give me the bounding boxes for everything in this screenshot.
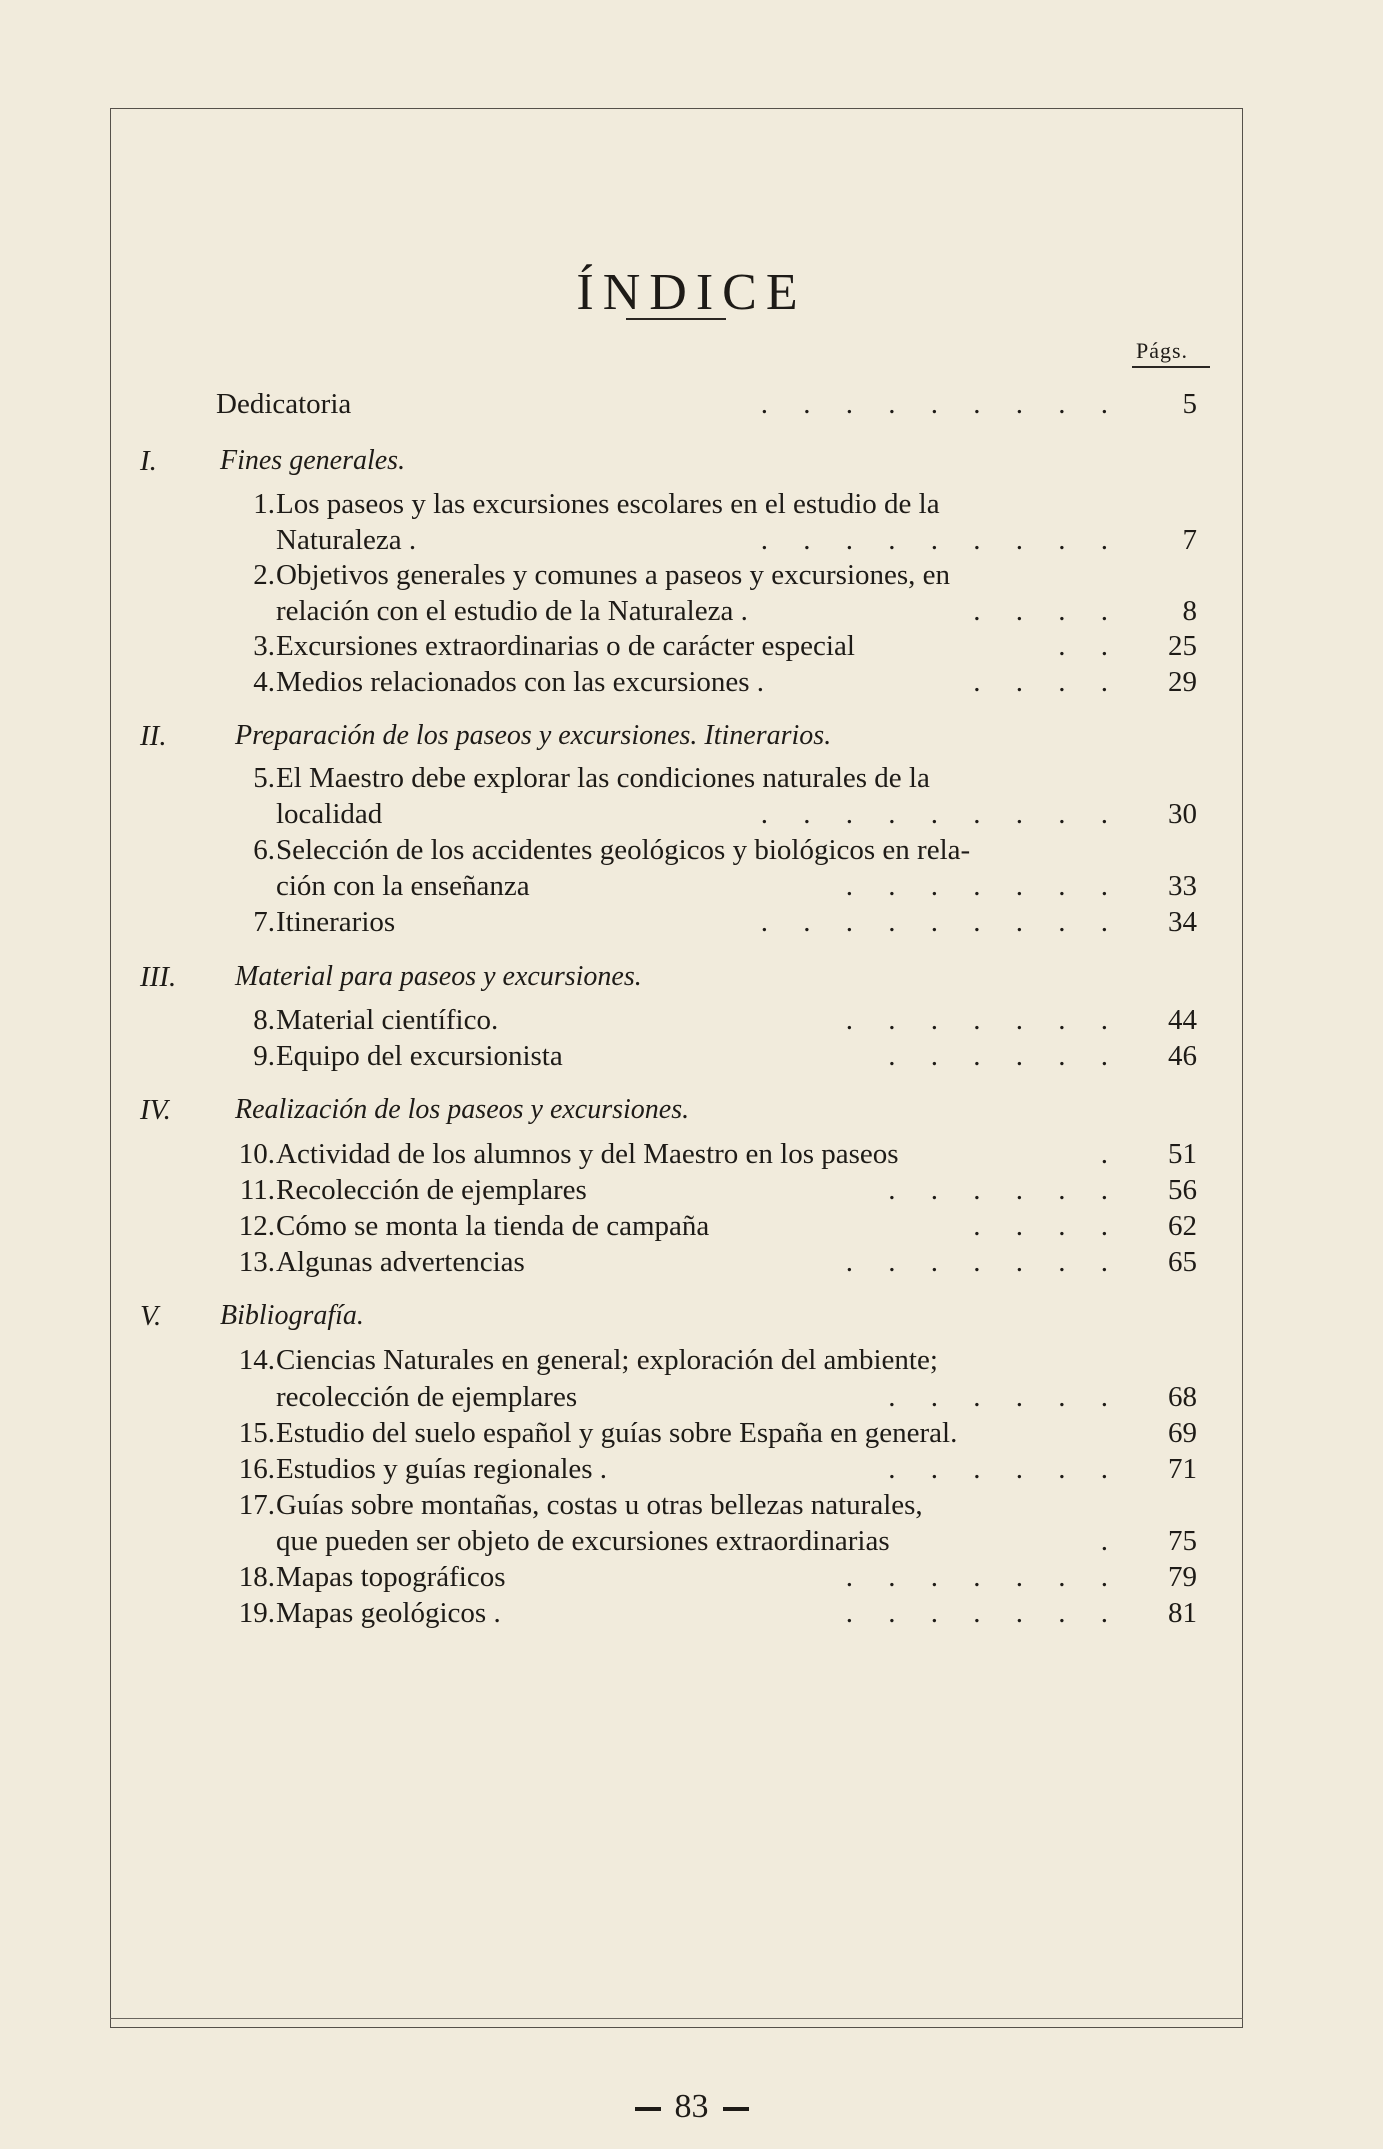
dot-leader: . bbox=[1100, 1138, 1108, 1170]
entry-number: 16. bbox=[238, 1453, 275, 1485]
section-title: Preparación de los paseos y excursiones. Itinerarios. bbox=[235, 720, 832, 751]
entry-number: 15. bbox=[238, 1417, 275, 1449]
entry-title: Naturaleza . bbox=[276, 524, 417, 556]
entry-number: 2. bbox=[253, 559, 275, 591]
dot-leader: . . . . bbox=[973, 1210, 1108, 1242]
dot-leader: . . . . . . . . . bbox=[760, 388, 1108, 420]
entry-number: 3. bbox=[253, 630, 275, 662]
toc-entry bbox=[0, 1342, 1383, 1378]
entry-number: 12. bbox=[238, 1210, 275, 1242]
entry-title: relación con el estudio de la Naturaleza . bbox=[276, 595, 748, 627]
toc-entry-continuation bbox=[0, 522, 1383, 558]
dot-leader: . . . . bbox=[973, 666, 1108, 698]
entry-title: Itinerarios bbox=[276, 906, 396, 938]
dot-leader: . . . . . . . bbox=[845, 1246, 1108, 1278]
toc-entry bbox=[0, 760, 1383, 796]
dot-leader: . . bbox=[1058, 630, 1108, 662]
entry-title: Excursiones extraordinarias o de carácter especial bbox=[276, 630, 855, 662]
entry-title: Mapas topográficos bbox=[276, 1561, 506, 1593]
page-ref: 7 bbox=[1182, 524, 1197, 556]
dot-leader: . . . . . . . bbox=[845, 1597, 1108, 1629]
page-ref: 33 bbox=[1168, 870, 1197, 902]
section-heading bbox=[0, 443, 1383, 479]
entry-title: Estudios y guías regionales . bbox=[276, 1453, 608, 1485]
entry-number: 14. bbox=[238, 1344, 275, 1376]
entry-title: Algunas advertencias bbox=[276, 1246, 525, 1278]
toc-entry bbox=[0, 832, 1383, 868]
toc-entry bbox=[0, 1244, 1383, 1280]
section-numeral: V. bbox=[140, 1300, 162, 1332]
entry-number: 4. bbox=[253, 666, 275, 698]
toc-entry bbox=[0, 1595, 1383, 1631]
toc-entry bbox=[0, 1451, 1383, 1487]
page-title: ÍNDICE bbox=[576, 263, 807, 321]
entry-number: 6. bbox=[253, 834, 275, 866]
entry-title: Selección de los accidentes geológicos y biológicos en rela- bbox=[276, 834, 971, 866]
toc-entry bbox=[0, 664, 1383, 700]
entry-title: ción con la enseñanza bbox=[276, 870, 530, 902]
entry-title: Material científico. bbox=[276, 1004, 499, 1036]
entry-title: Los paseos y las excursiones escolares en el estudio de la bbox=[276, 488, 940, 520]
title-rule bbox=[626, 318, 726, 320]
entry-title: Guías sobre montañas, costas u otras bellezas naturales, bbox=[276, 1489, 923, 1521]
page-ref: 44 bbox=[1168, 1004, 1197, 1036]
page-ref: 8 bbox=[1182, 595, 1197, 627]
entry-number: 19. bbox=[238, 1597, 275, 1629]
entry-title: localidad bbox=[276, 798, 383, 830]
toc-entry bbox=[0, 486, 1383, 522]
section-numeral: IV. bbox=[140, 1094, 171, 1126]
entry-number: 13. bbox=[238, 1246, 275, 1278]
dot-leader: . bbox=[1100, 1525, 1108, 1557]
section-title: Fines generales. bbox=[220, 445, 406, 476]
page-ref: 25 bbox=[1168, 630, 1197, 662]
entry-number: 10. bbox=[238, 1138, 275, 1170]
entry-title: Medios relacionados con las excursiones . bbox=[276, 666, 765, 698]
section-numeral: I. bbox=[140, 445, 157, 477]
page-ref: 69 bbox=[1168, 1417, 1197, 1449]
entry-title: Ciencias Naturales en general; exploración del ambiente; bbox=[276, 1344, 938, 1376]
folio-dash-right bbox=[723, 2107, 749, 2111]
toc-entry-continuation bbox=[0, 1379, 1383, 1415]
entry-title: Equipo del excursionista bbox=[276, 1040, 563, 1072]
entry-title: Dedicatoria bbox=[216, 388, 352, 420]
page-ref: 46 bbox=[1168, 1040, 1197, 1072]
entry-title: que pueden ser objeto de excursiones extraordinarias bbox=[276, 1525, 890, 1557]
section-title: Realización de los paseos y excursiones. bbox=[235, 1094, 690, 1125]
section-heading bbox=[0, 718, 1383, 754]
entry-number: 18. bbox=[238, 1561, 275, 1593]
page-number bbox=[0, 2088, 1383, 2126]
entry-title: Cómo se monta la tienda de campaña bbox=[276, 1210, 710, 1242]
page-ref: 65 bbox=[1168, 1246, 1197, 1278]
section-numeral: III. bbox=[140, 961, 177, 993]
toc-entry bbox=[0, 1172, 1383, 1208]
section-title: Bibliografía. bbox=[220, 1300, 364, 1331]
pages-column-label: Págs. bbox=[1136, 338, 1189, 363]
dot-leader: . . . . . . bbox=[888, 1174, 1108, 1206]
section-numeral: II. bbox=[140, 720, 167, 752]
folio-number: 83 bbox=[674, 2088, 709, 2125]
page-ref: 51 bbox=[1168, 1138, 1197, 1170]
entry-number: 5. bbox=[253, 762, 275, 794]
dot-leader: . . . . . . bbox=[888, 1381, 1108, 1413]
page-ref: 81 bbox=[1168, 1597, 1197, 1629]
dot-leader: . . . . bbox=[973, 595, 1108, 627]
toc-entry bbox=[0, 628, 1383, 664]
entry-number: 1. bbox=[253, 488, 275, 520]
toc-entry-continuation bbox=[0, 868, 1383, 904]
toc-entry bbox=[0, 1002, 1383, 1038]
dot-leader: . . . . . . . . . bbox=[760, 906, 1108, 938]
entry-number: 8. bbox=[253, 1004, 275, 1036]
section-heading bbox=[0, 1092, 1383, 1128]
toc-entry-continuation bbox=[0, 593, 1383, 629]
dot-leader: . . . . . . . bbox=[845, 870, 1108, 902]
entry-number: 11. bbox=[239, 1174, 275, 1206]
toc-entry-continuation bbox=[0, 796, 1383, 832]
page-ref: 30 bbox=[1168, 798, 1197, 830]
page-ref: 34 bbox=[1168, 906, 1197, 938]
dot-leader: . . . . . . . bbox=[845, 1004, 1108, 1036]
dot-leader: . . . . . . bbox=[888, 1040, 1108, 1072]
dot-leader: . . . . . . . . . bbox=[760, 798, 1108, 830]
page-ref: 5 bbox=[1182, 388, 1197, 420]
toc-entry bbox=[0, 1415, 1383, 1451]
entry-number: 17. bbox=[238, 1489, 275, 1521]
entry-title: Actividad de los alumnos y del Maestro en los paseos bbox=[276, 1138, 899, 1170]
folio-dash-left bbox=[635, 2107, 661, 2111]
section-heading bbox=[0, 1298, 1383, 1334]
toc-entry bbox=[0, 1208, 1383, 1244]
section-title: Material para paseos y excursiones. bbox=[235, 961, 642, 992]
frame-bottom-rule bbox=[110, 2018, 1243, 2019]
dot-leader: . . . . . . bbox=[888, 1453, 1108, 1485]
page-ref: 56 bbox=[1168, 1174, 1197, 1206]
page-ref: 62 bbox=[1168, 1210, 1197, 1242]
toc-entry-continuation bbox=[0, 1523, 1383, 1559]
entry-title: Mapas geológicos . bbox=[276, 1597, 501, 1629]
entry-title: El Maestro debe explorar las condiciones naturales de la bbox=[276, 762, 930, 794]
toc-entry bbox=[0, 904, 1383, 940]
toc-entry bbox=[0, 386, 1383, 422]
toc-entry bbox=[0, 1487, 1383, 1523]
toc-entry bbox=[0, 557, 1383, 593]
page-ref: 75 bbox=[1168, 1525, 1197, 1557]
pages-column-rule bbox=[1132, 366, 1210, 368]
toc-entry bbox=[0, 1038, 1383, 1074]
entry-title: Recolección de ejemplares bbox=[276, 1174, 587, 1206]
entry-title: recolección de ejemplares bbox=[276, 1381, 578, 1413]
page-ref: 68 bbox=[1168, 1381, 1197, 1413]
entry-number: 9. bbox=[253, 1040, 275, 1072]
page-ref: 79 bbox=[1168, 1561, 1197, 1593]
entry-title: Estudio del suelo español y guías sobre España en general. bbox=[276, 1417, 958, 1449]
entry-number: 7. bbox=[253, 906, 275, 938]
toc-entry bbox=[0, 1559, 1383, 1595]
dot-leader: . . . . . . . . . bbox=[760, 524, 1108, 556]
page-ref: 29 bbox=[1168, 666, 1197, 698]
dot-leader: . . . . . . . bbox=[845, 1561, 1108, 1593]
section-heading bbox=[0, 959, 1383, 995]
page-ref: 71 bbox=[1168, 1453, 1197, 1485]
entry-title: Objetivos generales y comunes a paseos y excursiones, en bbox=[276, 559, 951, 591]
toc-entry bbox=[0, 1136, 1383, 1172]
